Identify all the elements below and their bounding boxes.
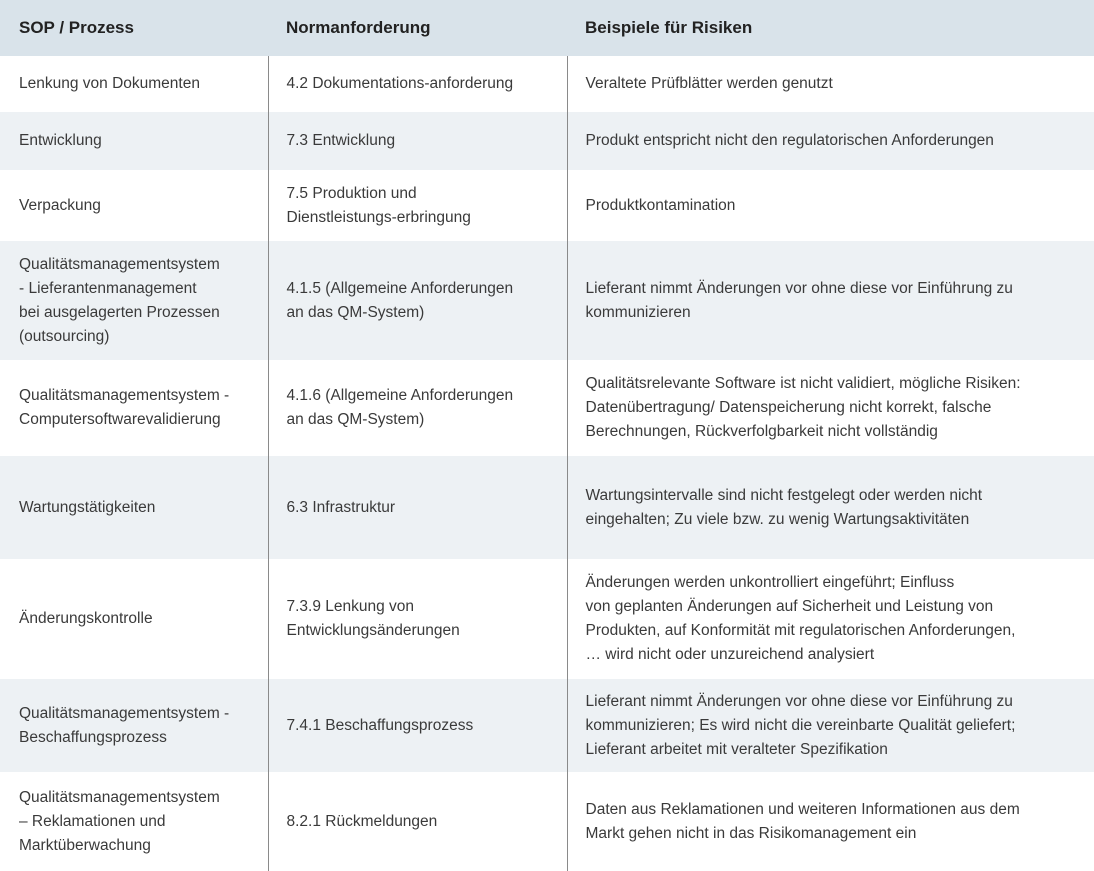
norm-cell: 7.3.9 Lenkung von Entwicklungsänderungen [268, 559, 567, 679]
process-cell: Verpackung [19, 196, 101, 214]
table-row [0, 170, 1094, 241]
norm-cell: 7.3 Entwicklung [268, 112, 567, 170]
process-cell: Wartungstätigkeiten [19, 498, 156, 516]
risk-cell: Wartungsintervalle sind nicht festgelegt oder werden nicht eingehalten; Zu viele bzw. zu wenig Wartungsaktivitäten [567, 456, 1094, 559]
norm-cell: 7.4.1 Beschaffungsprozess [268, 679, 567, 772]
table-body [0, 56, 1094, 871]
process-cell: Qualitätsmanagementsystem - Beschaffungsprozess [19, 704, 230, 746]
process-cell: Lenkung von Dokumenten [19, 75, 200, 92]
process-cell: Qualitätsmanagementsystem - Lieferantenmanagement bei ausgelagerten Prozessen (outsourcing) [19, 255, 220, 345]
risk-cell: Lieferant nimmt Änderungen vor ohne diese vor Einführung zu kommunizieren; Es wird nicht die vereinbarte Qualität geliefert; Lieferant arbeitet mit veralteter Spezifikation [567, 679, 1094, 772]
table-row [0, 56, 1094, 112]
header-norm-requirement: Normanforderung [268, 0, 567, 56]
table-row [0, 679, 1094, 772]
process-cell: Entwicklung [19, 132, 102, 149]
risk-cell: Daten aus Reklamationen und weiteren Informationen aus dem Markt gehen nicht in das Risikomanagement ein [567, 772, 1094, 871]
risk-cell: Veraltete Prüfblätter werden genutzt [567, 56, 1094, 112]
norm-cell: 4.1.6 (Allgemeine Anforderungen an das QM-System) [268, 360, 567, 456]
norm-cell: 4.1.5 (Allgemeine Anforderungen an das QM-System) [268, 241, 567, 360]
header-row [0, 0, 1094, 56]
norm-cell: 7.5 Produktion und Dienstleistungs-erbringung [268, 170, 567, 241]
process-cell: Qualitätsmanagementsystem - Computersoftwarevalidierung [19, 387, 230, 428]
table-row [0, 112, 1094, 170]
header-risk-examples: Beispiele für Risiken [567, 0, 1094, 56]
risk-cell: Qualitätsrelevante Software ist nicht validiert, mögliche Risiken: Datenübertragung/ Datenspeicherung nicht korrekt, falsche Berechnungen, Rückverfolgbarkeit nicht vollständig [567, 360, 1094, 456]
table-row [0, 241, 1094, 360]
process-cell: Qualitätsmanagementsystem – Reklamationen und Marktüberwachung [19, 788, 220, 854]
header-sop-process: SOP / Prozess [0, 0, 268, 56]
table-row [0, 772, 1094, 871]
table-header [0, 0, 1094, 56]
norm-cell: 4.2 Dokumentations-anforderung [268, 56, 567, 112]
risk-cell: Produktkontamination [567, 170, 1094, 241]
norm-cell: 8.2.1 Rückmeldungen [268, 772, 567, 871]
risk-cell: Lieferant nimmt Änderungen vor ohne diese vor Einführung zu kommunizieren [567, 241, 1094, 360]
risk-cell: Produkt entspricht nicht den regulatorischen Anforderungen [567, 112, 1094, 170]
norm-cell: 6.3 Infrastruktur [268, 456, 567, 559]
table-row [0, 559, 1094, 679]
process-cell: Änderungskontrolle [19, 610, 153, 627]
table-row [0, 456, 1094, 559]
risk-cell: Änderungen werden unkontrolliert eingeführt; Einfluss von geplanten Änderungen auf Sicherheit und Leistung von Produkten, auf Konformität mit regulatorischen Anforderungen, … wird nicht oder unzureichend analysiert [567, 559, 1094, 679]
table-row [0, 360, 1094, 456]
